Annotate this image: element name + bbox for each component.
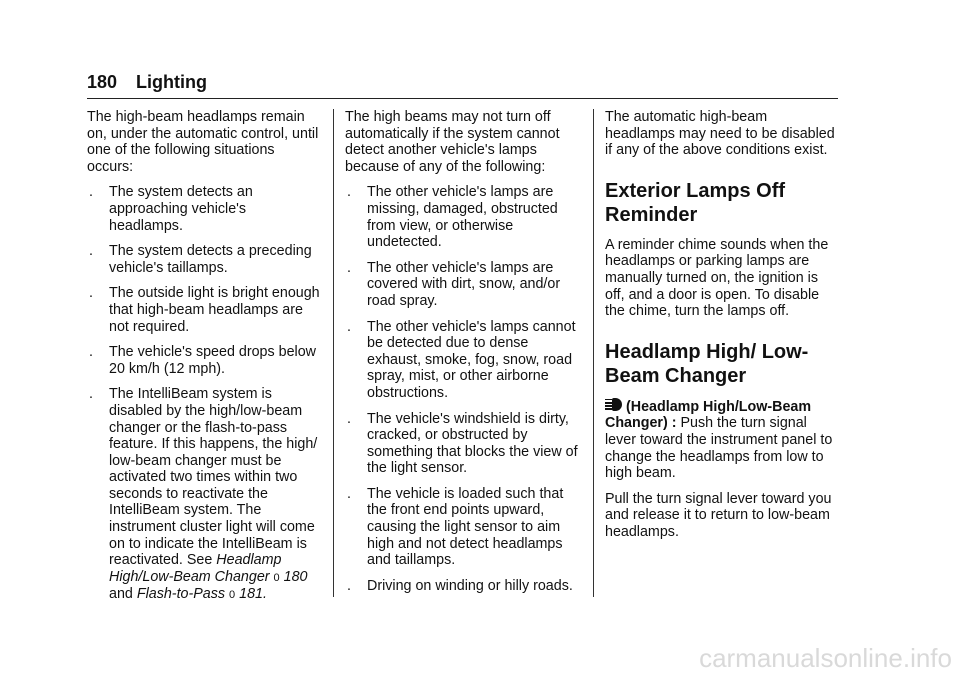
bullet: . (347, 577, 351, 594)
list-item: . Driving on winding or hilly roads. (347, 577, 573, 594)
column-divider (333, 109, 334, 597)
column-3 (605, 109, 839, 550)
heading-headlamp-changer: Headlamp High/ Low-Beam Changer (605, 340, 809, 387)
list-item: . The system detects a preceding vehicle's taillamps. (89, 243, 312, 276)
bullet: . (347, 259, 351, 276)
column-1 (87, 109, 321, 613)
list-item: . The other vehicle's lamps are missing, damaged, obstructed from view, or otherwise undetected. (347, 184, 558, 251)
col1-intro: The high-beam headlamps remain on, under the automatic control, until one of the following situations occurs: (87, 109, 319, 175)
heading-exterior-lamps-off-reminder: Exterior Lamps Off Reminder (605, 179, 786, 226)
changer-paragraph: (Headlamp High/Low-Beam Changer) : Push the turn signal lever toward the instrument panel to change the headlamps from low to high beam. (605, 398, 833, 482)
column-divider (593, 109, 594, 597)
list-item: . The system detects an approaching vehicle's headlamps. (89, 184, 253, 234)
page-number: 180 (87, 72, 118, 92)
reminder-paragraph: A reminder chime sounds when the headlamps or parking lamps are manually turned on, the ignition is off, and a door is open. To disable the chime, turn the lamps off. (605, 236, 829, 320)
page-ref-arrow: 0 (229, 589, 236, 602)
list-item: . The vehicle's windshield is dirty, cracked, or obstructed by something that blocks the view of the light sensor. (347, 410, 578, 477)
list-item: . The other vehicle's lamps are covered with dirt, snow, and/or road spray. (347, 259, 561, 309)
list-item: . The other vehicle's lamps cannot be detected due to dense exhaust, smoke, fog, snow, road spray, mist, or other airborne obstructions. (347, 318, 576, 401)
bullet: . (89, 184, 93, 201)
col1-list (87, 184, 321, 604)
low-beam-paragraph: Pull the turn signal lever toward you and release it to return to low-beam headlamps. (605, 490, 832, 540)
cross-reference-link[interactable]: Headlamp High/Low-Beam Changer (109, 552, 282, 585)
list-item: . The IntelliBeam system is disabled by the high/low-beam changer or the flash-to-pass feature. If this happens, the high/ low-beam changer must be activated two times within two seconds to reactivate the IntelliBeam system. The instrument cluster light will come on to indicate the IntelliBeam is reactivated. See Headlamp High/Low-Beam Changer 0 180 and Flash-to-Pass 0 181. (89, 386, 318, 603)
bullet: . (89, 243, 93, 260)
list-item: . The vehicle is loaded such that the front end points upward, causing the light sensor to aim high and not detect headlamps and taillamps. (347, 485, 564, 569)
bullet: . (89, 386, 93, 403)
high-beam-headlamp-icon (605, 398, 623, 412)
column-2 (345, 109, 579, 603)
list-item: . The vehicle's speed drops below 20 km/h (12 mph). (89, 344, 316, 377)
bullet: . (89, 285, 93, 302)
section-title: Lighting (136, 72, 207, 92)
col2-intro: The high beams may not turn off automatically if the system cannot detect another vehicle's lamps because of any of the following: (345, 109, 560, 175)
bullet: . (347, 318, 351, 335)
list-item: . The outside light is bright enough that high-beam headlamps are not required. (89, 285, 320, 335)
col2-list (345, 184, 579, 594)
page-ref-arrow: 0 (273, 571, 280, 584)
page-ref: 180 (283, 568, 308, 585)
bullet: . (347, 184, 351, 201)
symbol-label: (Headlamp High/Low-Beam Changer) : (605, 398, 812, 432)
bullet: . (89, 344, 93, 361)
watermark: carmanualsonline.info (699, 643, 952, 673)
page-header (87, 70, 838, 99)
cross-reference-link[interactable]: Flash-to-Pass (136, 586, 226, 603)
bullet: . (347, 485, 351, 502)
page-ref: 181. (239, 586, 267, 603)
bullet: . (347, 410, 351, 427)
col3-intro: The automatic high-beam headlamps may need to be disabled if any of the above conditions exist. (605, 109, 835, 159)
